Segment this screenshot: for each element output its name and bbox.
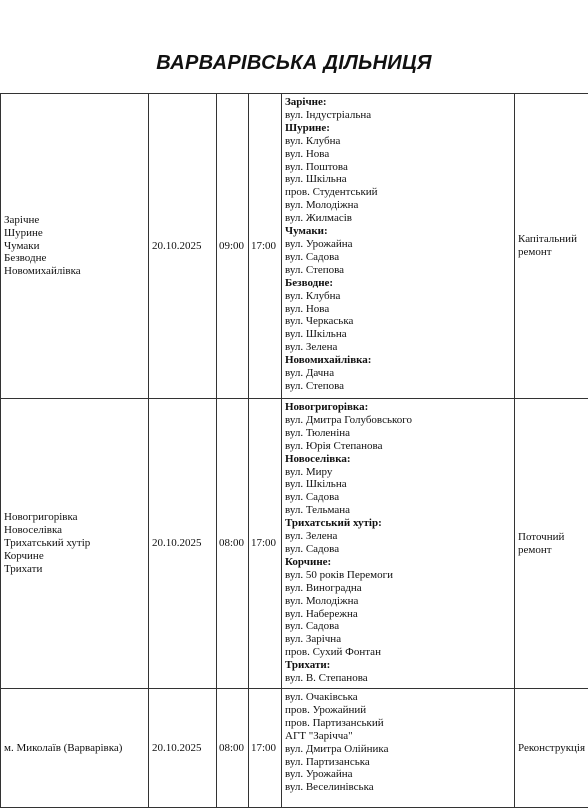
date-cell: 20.10.2025 [149,689,217,808]
street-name: вул. Клубна [285,290,511,303]
street-name: вул. Веселинівська [285,781,511,794]
settlements-cell [1,399,149,689]
time-from-cell: 08:00 [217,399,249,689]
street-name: вул. Клубна [285,135,511,148]
street-name: вул. Дачна [285,367,511,380]
settlement-name: Новоселівка [4,524,145,537]
street-name: вул. Молодіжна [285,595,511,608]
street-name: вул. Виноградна [285,582,511,595]
street-name: вул. Шкільна [285,328,511,341]
settlement-heading: Безводне: [285,277,511,290]
street-name: вул. Жилмасів [285,212,511,225]
street-name: вул. Миру [285,466,511,479]
street-name: вул. Нова [285,303,511,316]
streets-cell [282,399,515,689]
work-type: ремонт [518,544,585,557]
street-name: вул. Партизанська [285,756,511,769]
settlement-name: Зарічне [4,214,145,227]
work-type-cell [515,94,588,399]
time-to-cell: 17:00 [249,399,282,689]
settlement-heading: Новогригорівка: [285,401,511,414]
street-name: вул. Нова [285,148,511,161]
outage-schedule-table [0,93,588,808]
work-type-cell [515,399,588,689]
street-name: пров. Сухий Фонтан [285,646,511,659]
settlement-heading: Новоселівка: [285,453,511,466]
settlement-heading: Шурине: [285,122,511,135]
street-name: пров. Партизанський [285,717,511,730]
street-name: вул. Садова [285,491,511,504]
street-name: вул. Урожайна [285,238,511,251]
settlement-heading: Чумаки: [285,225,511,238]
settlement-name: Шурине [4,227,145,240]
street-name: пров. Студентський [285,186,511,199]
work-type: Реконструкція [518,742,585,755]
settlement-name: Трихатський хутір [4,537,145,550]
settlement-heading: Корчине: [285,556,511,569]
time-to-cell: 17:00 [249,689,282,808]
settlement-heading: Зарічне: [285,96,511,109]
street-name: вул. Очаківська [285,691,511,704]
work-type-cell [515,689,588,808]
table-row [1,399,588,689]
settlement-name: Чумаки [4,240,145,253]
page-title: ВАРВАРІВСЬКА ДІЛЬНИЦЯ [0,52,588,75]
date-cell: 20.10.2025 [149,399,217,689]
settlement-name: Новомихайлівка [4,265,145,278]
street-name: вул. Шкільна [285,478,511,491]
table-row [1,689,588,808]
street-name: вул. Молодіжна [285,199,511,212]
date-cell: 20.10.2025 [149,94,217,399]
work-type: ремонт [518,246,585,259]
street-name: вул. Садова [285,543,511,556]
street-name: вул. 50 років Перемоги [285,569,511,582]
street-name: вул. Дмитра Голубовського [285,414,511,427]
street-name: вул. Тюленіна [285,427,511,440]
time-from-cell: 08:00 [217,689,249,808]
settlement-name: Новогригорівка [4,511,145,524]
street-name: вул. Зелена [285,530,511,543]
work-type: Капітальний [518,233,585,246]
settlement-heading: Трихатський хутір: [285,517,511,530]
street-name: вул. Урожайна [285,768,511,781]
street-name: вул. Набережна [285,608,511,621]
street-name: вул. Шкільна [285,173,511,186]
settlement-heading: Новомихайлівка: [285,354,511,367]
settlements-cell [1,689,149,808]
time-to-cell: 17:00 [249,94,282,399]
settlement-name: Трихати [4,563,145,576]
streets-cell [282,689,515,808]
street-name: вул. В. Степанова [285,672,511,685]
street-name: вул. Садова [285,251,511,264]
street-name: вул. Дмитра Олійника [285,743,511,756]
settlement-name: Корчине [4,550,145,563]
street-name: пров. Урожайний [285,704,511,717]
street-name: вул. Поштова [285,161,511,174]
street-name: вул. Зелена [285,341,511,354]
street-name: вул. Юрія Степанова [285,440,511,453]
street-name: вул. Степова [285,380,511,393]
street-name: вул. Індустріальна [285,109,511,122]
street-name: вул. Зарічна [285,633,511,646]
settlement-name: м. Миколаїв (Варварівка) [4,742,145,755]
street-name: вул. Степова [285,264,511,277]
street-name: АГТ "Зарічча" [285,730,511,743]
street-name: вул. Садова [285,620,511,633]
settlements-cell [1,94,149,399]
streets-cell [282,94,515,399]
settlement-name: Безводне [4,252,145,265]
time-from-cell: 09:00 [217,94,249,399]
table-row [1,94,588,399]
street-name: вул. Тельмана [285,504,511,517]
street-name: вул. Черкаська [285,315,511,328]
work-type: Поточний [518,531,585,544]
settlement-heading: Трихати: [285,659,511,672]
